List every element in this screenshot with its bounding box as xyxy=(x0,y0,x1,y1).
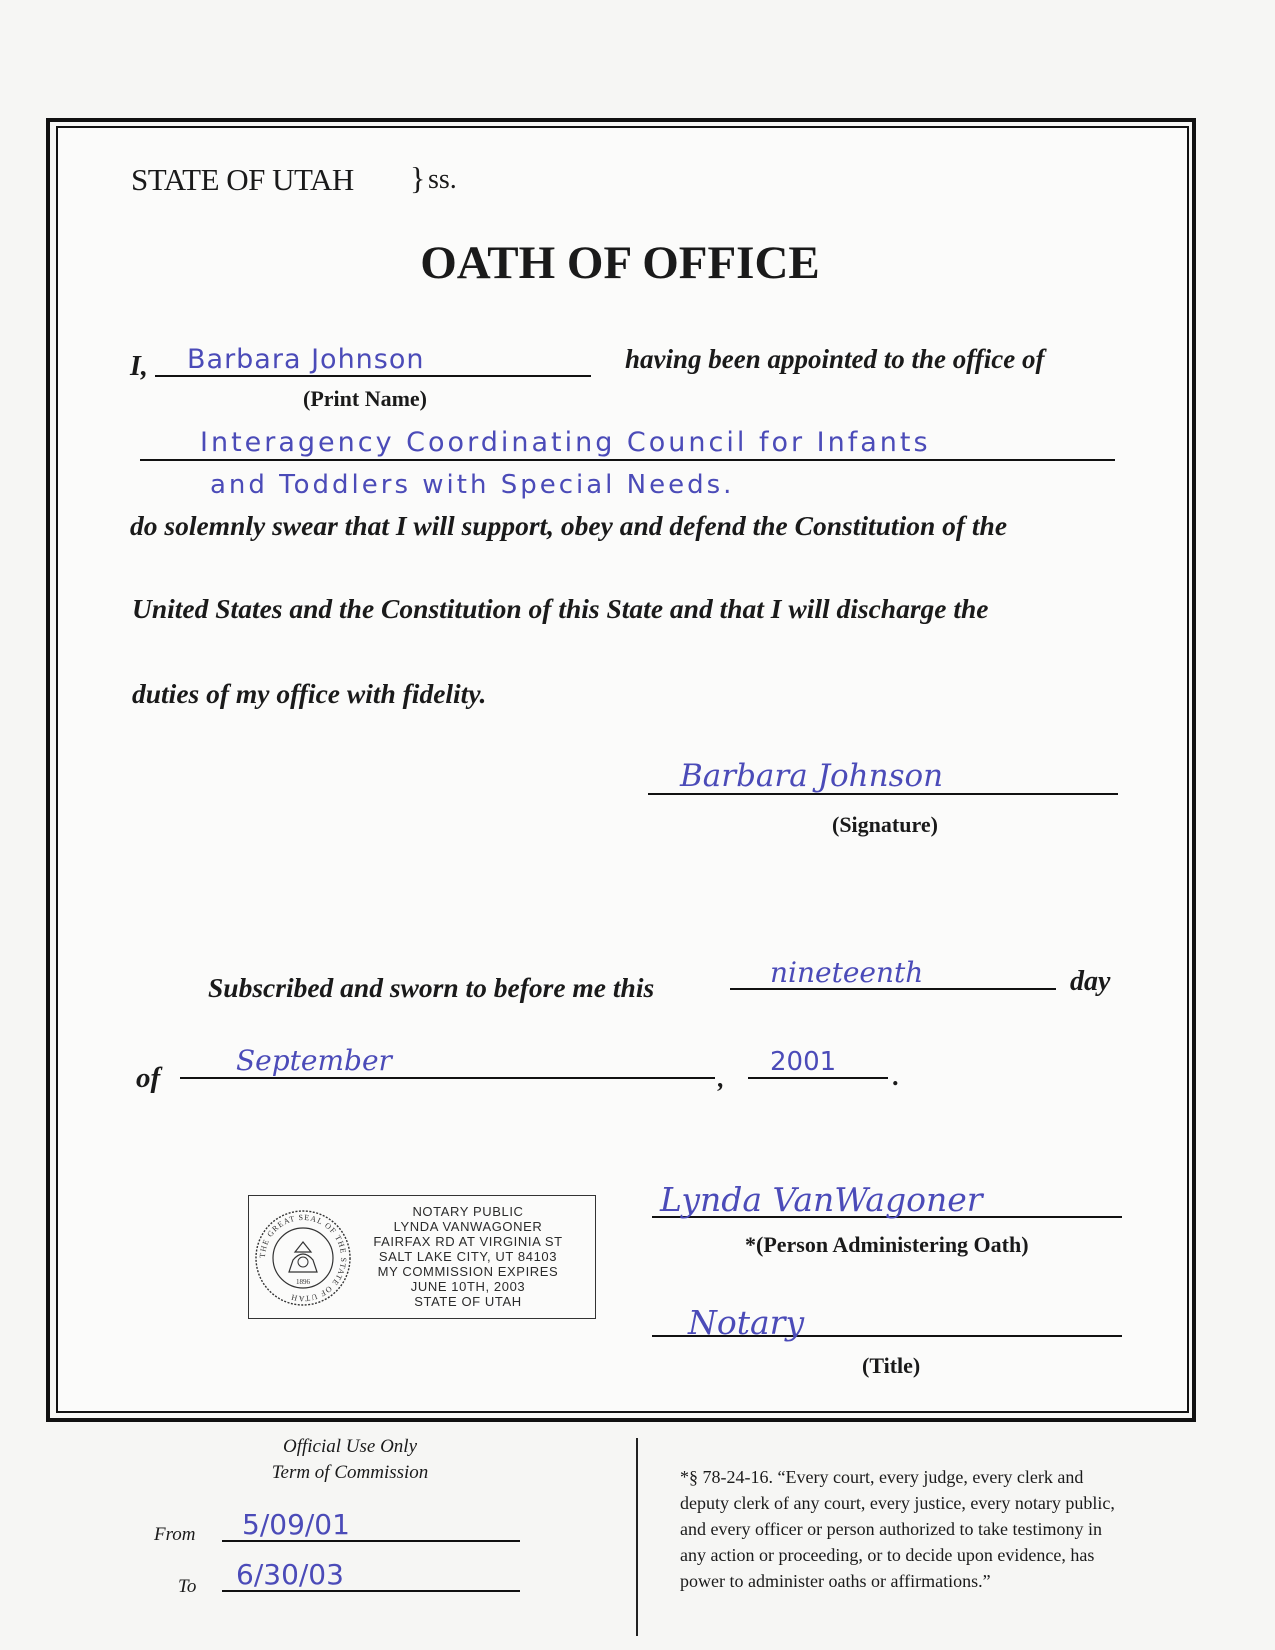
appointed-text: having been appointed to the office of xyxy=(625,344,1045,374)
oath-form xyxy=(56,126,1189,1413)
oath-body-line-3: duties of my office with fidelity. xyxy=(132,678,487,709)
title-value[interactable]: Notary xyxy=(688,1303,805,1342)
seal-line: LYNDA VANWAGONER xyxy=(393,1219,543,1234)
seal-line: MY COMMISSION EXPIRES xyxy=(377,1264,559,1279)
administrator-label: *(Person Administering Oath) xyxy=(745,1232,1029,1257)
year-value[interactable]: 2001 xyxy=(770,1047,837,1077)
page-title: OATH OF OFFICE xyxy=(420,237,820,289)
date-comma: , xyxy=(718,1064,725,1093)
statute-line: *§ 78-24-16. “Every court, every judge, every clerk and xyxy=(680,1467,1084,1487)
day-label: day xyxy=(1070,966,1111,997)
state-heading: STATE OF UTAH xyxy=(131,162,354,197)
seal-year: 1896 xyxy=(296,1278,310,1286)
print-name-label: (Print Name) xyxy=(303,386,428,411)
administrator-value[interactable]: Lynda VanWagoner xyxy=(660,1180,983,1219)
i-prefix: I, xyxy=(130,351,148,382)
seal-text-block xyxy=(349,1204,587,1309)
term-heading: Term of Commission xyxy=(271,1462,429,1483)
state-seal-icon xyxy=(253,1198,353,1318)
office-value-line2[interactable]: and Toddlers with Special Needs. xyxy=(210,470,735,500)
to-label: To xyxy=(178,1576,197,1597)
print-name-line xyxy=(155,375,591,377)
signature-label: (Signature) xyxy=(832,812,938,837)
from-label: From xyxy=(154,1524,196,1545)
statute-line: any action or proceeding, or to decide upon evidence, has xyxy=(680,1545,1095,1565)
office-value-line1[interactable]: Interagency Coordinating Council for Infants xyxy=(200,427,931,458)
statute-note xyxy=(680,1464,1220,1594)
oath-body-line-1: do solemnly swear that I will support, obey and defend the Constitution of the xyxy=(130,510,1008,541)
month-value[interactable]: September xyxy=(236,1044,392,1077)
svg-text:THE GREAT SEAL OF THE STATE OF xyxy=(258,1213,348,1303)
sworn-text: Subscribed and sworn to before me this xyxy=(208,972,655,1003)
month-line xyxy=(180,1077,715,1079)
seal-line: STATE OF UTAH xyxy=(414,1294,522,1309)
official-use-heading: Official Use Only xyxy=(282,1436,418,1457)
venue-brace: } xyxy=(410,160,426,196)
date-period: . xyxy=(893,1062,900,1091)
signature-value[interactable]: Barbara Johnson xyxy=(680,758,944,794)
seal-line: FAIRFAX RD AT VIRGINIA ST xyxy=(373,1234,563,1249)
title-label: (Title) xyxy=(862,1353,921,1378)
seal-line: NOTARY PUBLIC xyxy=(412,1204,524,1219)
seal-line: JUNE 10TH, 2003 xyxy=(410,1279,526,1294)
year-line xyxy=(748,1077,888,1079)
office-line xyxy=(140,459,1115,461)
footer-divider xyxy=(636,1438,638,1636)
venue-ss: ss. xyxy=(428,164,457,195)
notary-seal-stamp xyxy=(248,1195,596,1319)
from-value[interactable]: 5/09/01 xyxy=(242,1508,350,1541)
statute-line: and every officer or person authorized to take testimony in xyxy=(680,1519,1103,1539)
print-name-value[interactable]: Barbara Johnson xyxy=(187,344,425,375)
statute-line: deputy clerk of any court, every justice, every notary public, xyxy=(680,1493,1115,1513)
day-value[interactable]: nineteenth xyxy=(770,956,924,989)
of-label: of xyxy=(136,1062,161,1094)
to-value[interactable]: 6/30/03 xyxy=(236,1558,344,1591)
oath-body-line-2: United States and the Constitution of this State and that I will discharge the xyxy=(132,593,989,624)
statute-line: power to administer oaths or affirmations.” xyxy=(680,1571,991,1591)
seal-line: SALT LAKE CITY, UT 84103 xyxy=(378,1249,558,1264)
seal-ring-text: THE GREAT SEAL OF THE STATE OF UTAH xyxy=(257,1212,349,1304)
